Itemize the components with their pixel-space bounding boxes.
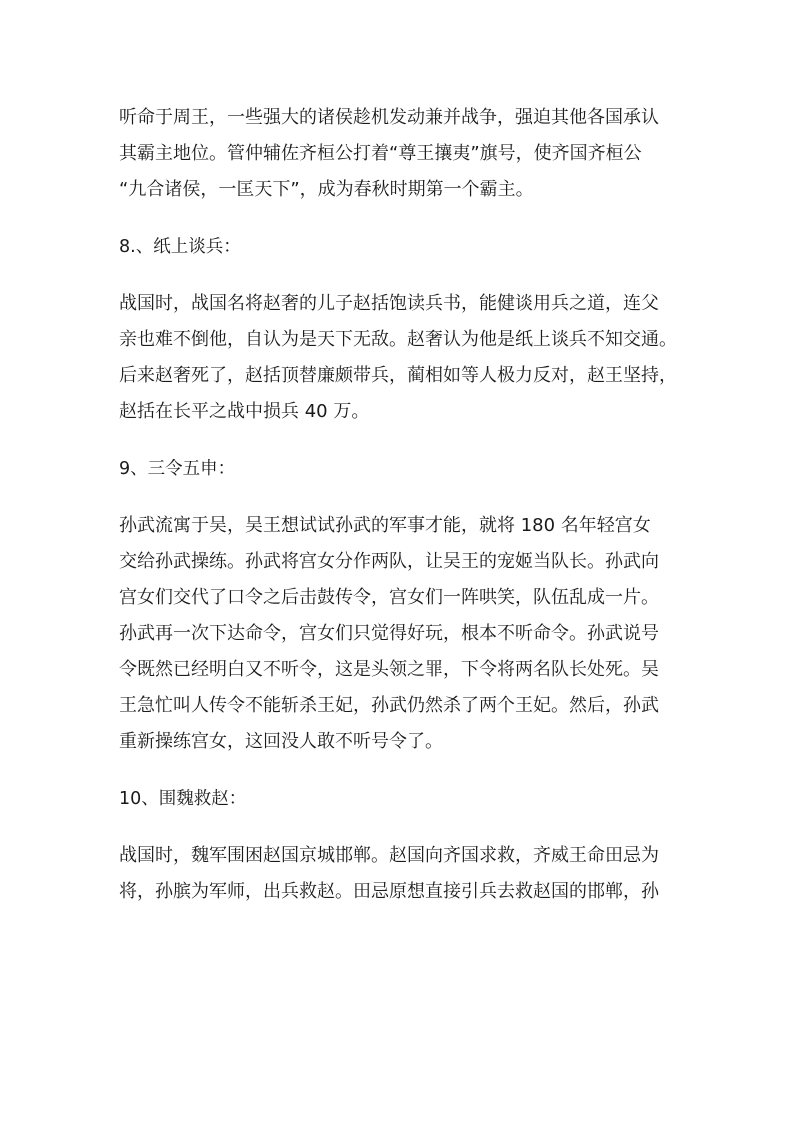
text-line: 王急忙叫人传令不能斩杀王妃，孙武仍然杀了两个王妃。然后，孙武 [119,695,659,716]
text-line: 重新操练宫女，这回没人敢不听号令了。 [119,731,443,752]
text-line: 战国时，战国名将赵奢的儿子赵括饱读兵书，能健谈用兵之道，连父 [119,293,659,314]
text-line: 宫女们交代了口令之后击鼓传令，宫女们一阵哄笑，队伍乱成一片。 [119,587,659,608]
text-line: 亲也难不倒他，自认为是天下无敌。赵奢认为他是纸上谈兵不知交通。 [119,329,677,350]
section-heading-9 [119,451,681,487]
text-line: 听命于周王，一些强大的诸侯趁机发动兼并战争，强迫其他各国承认 [119,107,659,128]
section-heading-10 [119,781,681,817]
text-line: 将，孙膑为军师，出兵救赵。田忌原想直接引兵去救赵国的邯郸，孙 [119,881,659,902]
heading-text: 9、三令五申： [119,459,236,479]
text-line: 令既然已经明白又不听令，这是头领之罪，下令将两名队长处死。吴 [119,659,659,680]
text-line: 其霸主地位。管仲辅佐齐桓公打着“尊王攘夷”旗号，使齐国齐桓公 [119,143,642,164]
text-line: 孙武流寓于吴，吴王想试试孙武的军事才能，就将 180 名年轻宫女 [119,515,651,536]
paragraph-zheng-ba [119,100,681,208]
text-line: “九合诸侯，一匡天下”，成为春秋时期第一个霸主。 [119,179,534,200]
text-line: 交给孙武操练。孙武将宫女分作两队，让吴王的宠姬当队长。孙武向 [119,551,659,572]
text-line: 赵括在长平之战中损兵 40 万。 [119,401,370,422]
paragraph-zhi-shang-tan-bing [119,286,681,430]
document-body [119,100,681,910]
text-line: 战国时，魏军围困赵国京城邯郸。赵国向齐国求救，齐威王命田忌为 [119,845,659,866]
text-line: 后来赵奢死了，赵括顶替廉颇带兵，蔺相如等人极力反对，赵王坚持， [119,365,677,386]
heading-text: 10、围魏救赵： [119,789,247,809]
heading-text: 8.、纸上谈兵： [119,237,241,257]
paragraph-san-ling-wu-shen [119,508,681,760]
text-line: 孙武再一次下达命令，宫女们只觉得好玩，根本不听命令。孙武说号 [119,623,659,644]
paragraph-wei-wei-jiu-zhao [119,838,681,910]
section-heading-8 [119,229,681,265]
